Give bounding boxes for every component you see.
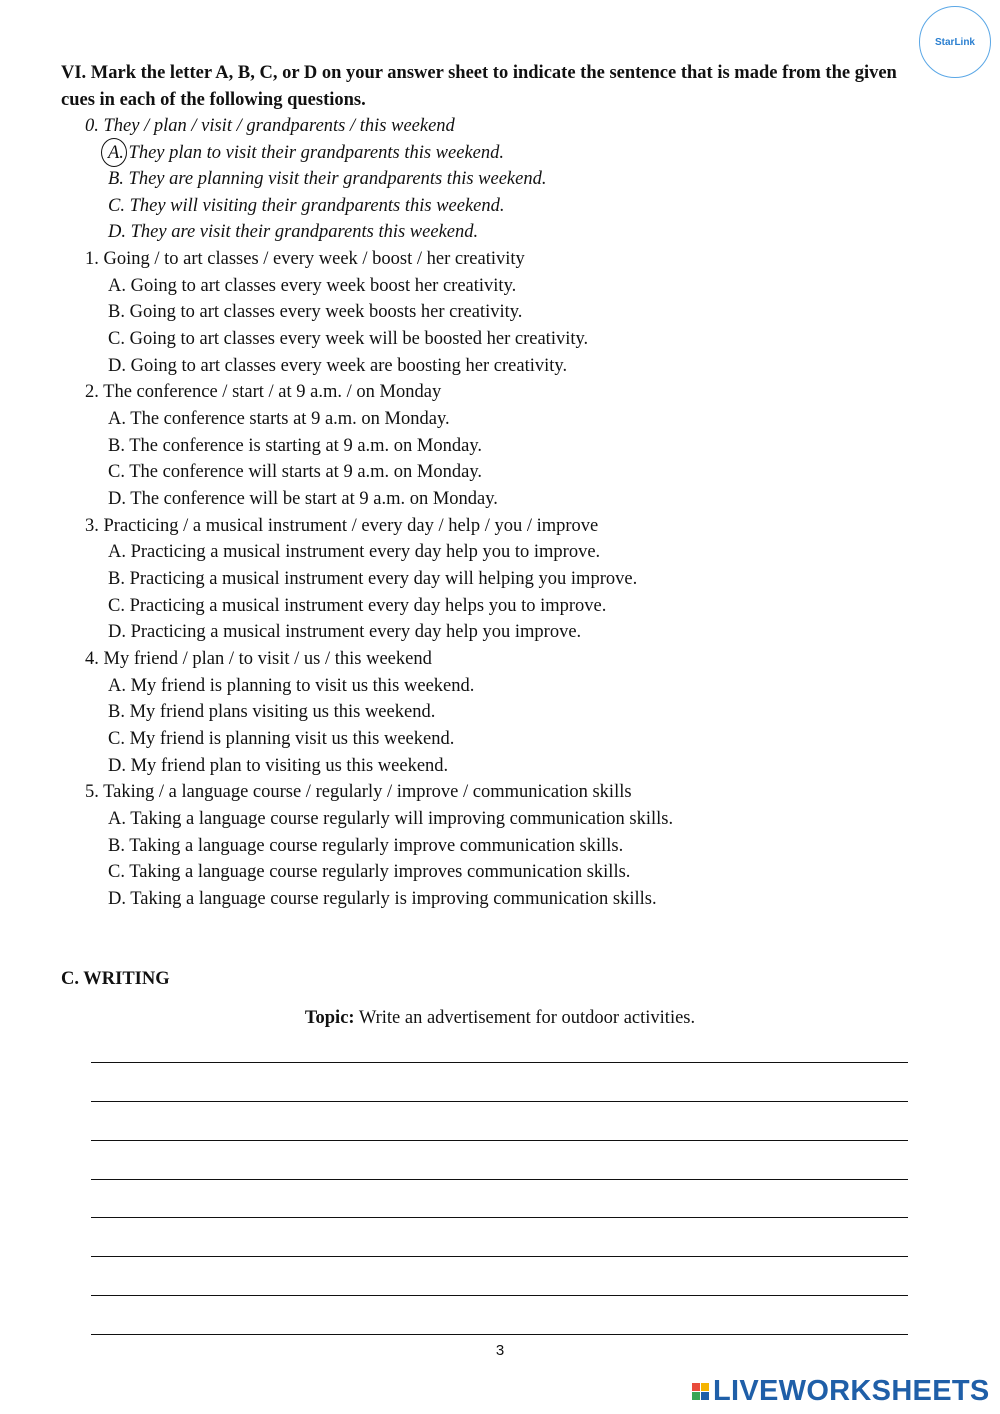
topic-text: Write an advertisement for outdoor activities. (354, 1008, 696, 1028)
topic-label: Topic: (304, 1008, 355, 1028)
question-5-option-b[interactable]: B. Taking a language course regularly improve communication skills. (108, 836, 624, 856)
question-2-option-d[interactable]: D. The conference will be start at 9 a.m. on Monday. (108, 489, 498, 509)
question-1-option-d[interactable]: D. Going to art classes every week are boosting her creativity. (108, 356, 568, 376)
section-vi-instructions: VI. Mark the letter A, B, C, or D on your answer sheet to indicate the sentence that is made from the given cues in each of the following questions. (61, 63, 897, 110)
question-4-option-a[interactable]: A. My friend is planning to visit us this weekend. (108, 676, 475, 696)
page-number: 3 (495, 1342, 505, 1359)
question-3-option-b[interactable]: B. Practicing a musical instrument every day will helping you improve. (108, 569, 638, 589)
question-1-cue: 1. Going / to art classes / every week / boost / her creativity (85, 249, 525, 269)
liveworksheets-grid-icon (692, 1383, 709, 1400)
writing-section-title: C. WRITING (61, 969, 170, 989)
question-5-option-d[interactable]: D. Taking a language course regularly is improving communication skills. (108, 889, 657, 909)
question-5-option-c[interactable]: C. Taking a language course regularly improves communication skills. (108, 862, 631, 882)
writing-answer-line[interactable] (91, 1062, 908, 1063)
question-4-option-d[interactable]: D. My friend plan to visiting us this weekend. (108, 756, 449, 776)
question-2-option-b[interactable]: B. The conference is starting at 9 a.m. on Monday. (108, 436, 483, 456)
question-5-option-a[interactable]: A. Taking a language course regularly will improving communication skills. (108, 809, 674, 829)
question-1-option-a[interactable]: A. Going to art classes every week boost her creativity. (108, 276, 517, 296)
question-1-option-c[interactable]: C. Going to art classes every week will be boosted her creativity. (108, 329, 589, 349)
question-0-option-a: A. They plan to visit their grandparents this weekend. (108, 143, 504, 163)
question-2-option-a[interactable]: A. The conference starts at 9 a.m. on Monday. (108, 409, 450, 429)
question-2-cue: 2. The conference / start / at 9 a.m. / on Monday (85, 382, 442, 402)
logo-text: StarLink (934, 36, 975, 48)
question-0-option-b: B. They are planning visit their grandparents this weekend. (108, 169, 547, 189)
writing-answer-line[interactable] (91, 1256, 908, 1257)
question-2-option-c[interactable]: C. The conference will starts at 9 a.m. on Monday. (108, 462, 483, 482)
question-4-option-b[interactable]: B. My friend plans visiting us this weekend. (108, 702, 436, 722)
question-0-option-c: C. They will visiting their grandparents this weekend. (108, 196, 505, 216)
question-1-option-b[interactable]: B. Going to art classes every week boosts her creativity. (108, 302, 523, 322)
question-3-cue: 3. Practicing / a musical instrument / every day / help / you / improve (85, 516, 599, 536)
writing-answer-line[interactable] (91, 1101, 908, 1102)
question-4-cue: 4. My friend / plan / to visit / us / this weekend (85, 649, 432, 669)
liveworksheets-logo (692, 1375, 990, 1408)
question-0-cue: 0. They / plan / visit / grandparents / this weekend (85, 116, 455, 136)
writing-topic (0, 1005, 1000, 1031)
writing-answer-line[interactable] (91, 1179, 908, 1180)
question-3-option-c[interactable]: C. Practicing a musical instrument every day helps you to improve. (108, 596, 607, 616)
liveworksheets-brand-text: LIVEWORKSHEETS (713, 1375, 990, 1407)
question-0-option-d: D. They are visit their grandparents this weekend. (108, 222, 479, 242)
question-3-option-d[interactable]: D. Practicing a musical instrument every day help you improve. (108, 622, 582, 642)
writing-answer-line[interactable] (91, 1334, 908, 1335)
question-5-cue: 5. Taking / a language course / regularly / improve / communication skills (85, 782, 632, 802)
question-3-option-a[interactable]: A. Practicing a musical instrument every day help you to improve. (108, 542, 601, 562)
writing-answer-line[interactable] (91, 1140, 908, 1141)
writing-answer-line[interactable] (91, 1295, 908, 1296)
question-4-option-c[interactable]: C. My friend is planning visit us this weekend. (108, 729, 455, 749)
writing-answer-line[interactable] (91, 1217, 908, 1218)
